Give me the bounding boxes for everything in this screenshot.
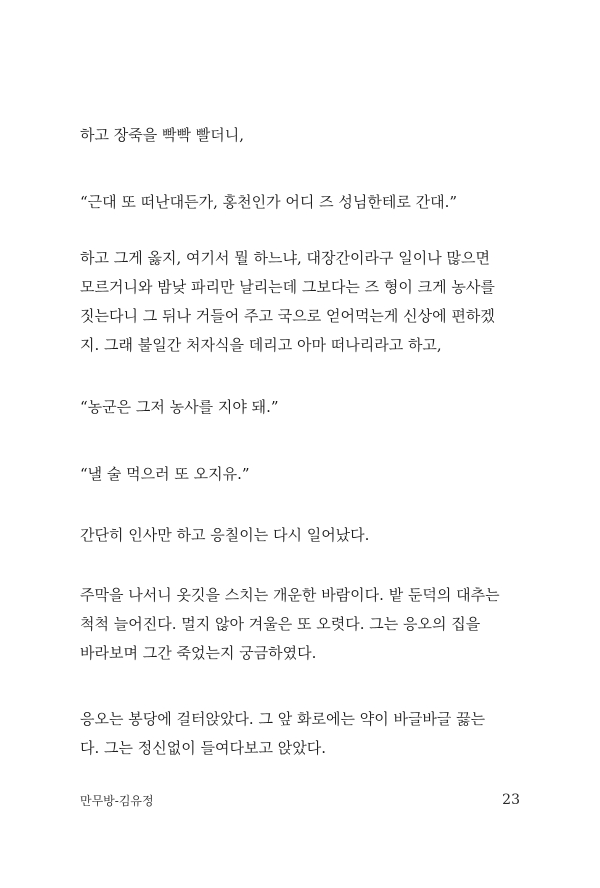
text-line: 하고 장죽을 빡빡 빨더니,: [80, 126, 244, 144]
text-line: “농군은 그저 농사를 지야 돼.”: [80, 398, 279, 416]
paragraph-2-dialogue: [80, 188, 520, 217]
paragraph-7: [80, 581, 520, 668]
paragraph-1: [80, 121, 520, 150]
text-line: 지. 그래 불일간 처자식을 데리고 아마 떠나리라고 하고,: [80, 336, 442, 354]
paragraph-4-dialogue: [80, 393, 520, 422]
text-line: 짓는다니 그 뒤나 거들어 주고 국으로 얻어먹는게 신상에 편하겠: [80, 307, 495, 325]
text-line: 다. 그는 정신없이 들여다보고 앉았다.: [80, 739, 326, 757]
running-footer-title: 만무방-김유정: [80, 794, 154, 808]
text-line: 간단히 인사만 하고 응칠이는 다시 일어났다.: [80, 526, 370, 544]
text-line: 모르거니와 밤낮 파리만 날리는데 그보다는 즈 형이 크게 농사를: [80, 278, 495, 296]
text-line: 응오는 봉당에 걸터앉았다. 그 앞 화로에는 약이 바글바글 끓는: [80, 710, 486, 728]
text-line: 하고 그게 옳지, 여기서 뭘 하느냐, 대장간이라구 일이나 많으면: [80, 249, 490, 267]
text-line: “근대 또 떠난대든가, 홍천인가 어디 즈 성님한테로 간대.”: [80, 193, 458, 211]
text-line: 척척 늘어진다. 멀지 않아 겨울은 또 오렷다. 그는 응오의 집을: [80, 615, 481, 633]
text-line: 바라보며 그간 죽었는지 궁금하였다.: [80, 644, 317, 662]
page-number: 23: [502, 792, 520, 808]
paragraph-6: [80, 521, 520, 550]
paragraph-3: [80, 244, 520, 360]
paragraph-5-dialogue: [80, 460, 520, 489]
text-line: 주막을 나서니 옷깃을 스치는 개운한 바람이다. 밭 둔덕의 대추는: [80, 586, 500, 604]
paragraph-8: [80, 705, 520, 763]
text-line: “낼 술 먹으러 또 오지유.”: [80, 465, 250, 483]
